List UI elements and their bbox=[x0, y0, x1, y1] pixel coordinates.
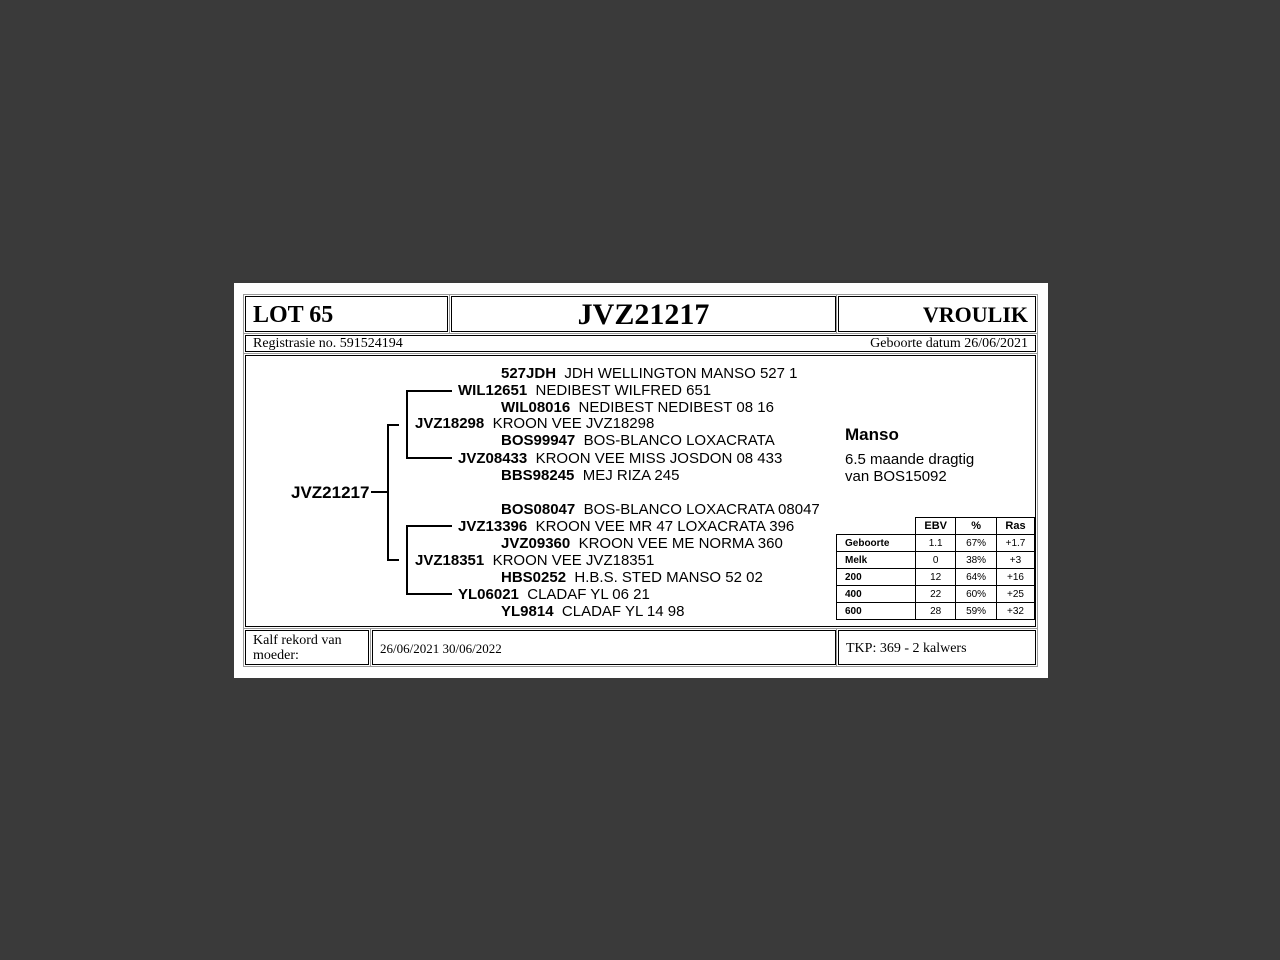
pedigree-panel bbox=[245, 355, 1036, 627]
ebv-accuracy: 67% bbox=[956, 535, 997, 552]
ebv-row bbox=[837, 535, 1035, 552]
tkp-value: TKP: 369 - 2 kalwers bbox=[846, 641, 967, 656]
lot-number: LOT 65 bbox=[253, 302, 334, 328]
ebv-accuracy: 60% bbox=[956, 586, 997, 603]
animal-sex: VROULIK bbox=[922, 302, 1028, 327]
registration-row bbox=[245, 335, 1036, 352]
ebv-row bbox=[837, 569, 1035, 586]
ebv-row-label: Geboorte bbox=[837, 535, 916, 552]
calf-record-label-cell bbox=[245, 630, 369, 665]
ancestor-dam-dam-dam: YL9814 CLADAF YL 14 98 bbox=[501, 603, 685, 620]
dam-connector bbox=[387, 559, 399, 561]
animal-id-cell bbox=[451, 296, 836, 332]
ebv-breed-avg: +3 bbox=[996, 552, 1034, 569]
ancestor-dam-sire-sire: BOS08047 BOS-BLANCO LOXACRATA 08047 bbox=[501, 501, 820, 518]
ebv-row-label: 200 bbox=[837, 569, 916, 586]
birth-date: Geboorte datum 26/06/2021 bbox=[870, 336, 1028, 351]
ancestor-dam-dam-sire: HBS0252 H.B.S. STED MANSO 52 02 bbox=[501, 569, 763, 586]
ancestor-dam: JVZ18351 KROON VEE JVZ18351 bbox=[415, 552, 655, 569]
lot-card bbox=[234, 283, 1048, 678]
ebv-row-label: 600 bbox=[837, 603, 916, 620]
ancestor-sire-sire-sire: 527JDH JDH WELLINGTON MANSO 527 1 bbox=[501, 365, 798, 382]
ebv-breed-avg: +32 bbox=[996, 603, 1034, 620]
ebv-breed-avg: +16 bbox=[996, 569, 1034, 586]
subject-connector bbox=[371, 491, 388, 493]
ebv-accuracy: 64% bbox=[956, 569, 997, 586]
ebv-header-ebv: EBV bbox=[916, 518, 956, 535]
ancestor-sire-dam-sire: BOS99947 BOS-BLANCO LOXACRATA bbox=[501, 432, 775, 449]
ancestor-dam-sire: JVZ13396 KROON VEE MR 47 LOXACRATA 396 bbox=[458, 518, 795, 535]
pedigree-subject: JVZ21217 bbox=[291, 483, 370, 502]
sire-sire-connector bbox=[406, 390, 452, 392]
ebv-table bbox=[836, 517, 1035, 620]
ebv-value: 0 bbox=[916, 552, 956, 569]
sire-dam-connector bbox=[406, 457, 452, 459]
pregnancy-status: 6.5 maande dragtig bbox=[845, 451, 975, 468]
ancestor-dam-sire-dam: JVZ09360 KROON VEE ME NORMA 360 bbox=[501, 535, 783, 552]
ebv-header-ras: Ras bbox=[996, 518, 1034, 535]
dam-sire-connector bbox=[406, 525, 452, 527]
pregnancy-sire: van BOS15092 bbox=[845, 468, 947, 485]
service-sire-name: Manso bbox=[845, 425, 899, 444]
sire-bracket bbox=[406, 390, 408, 458]
ebv-row-label: Melk bbox=[837, 552, 916, 569]
ebv-accuracy: 38% bbox=[956, 552, 997, 569]
ebv-header-blank bbox=[837, 518, 916, 535]
ebv-header-pct: % bbox=[956, 518, 997, 535]
ebv-accuracy: 59% bbox=[956, 603, 997, 620]
ebv-value: 22 bbox=[916, 586, 956, 603]
sire-connector bbox=[387, 424, 399, 426]
tkp-cell bbox=[838, 630, 1036, 665]
ancestor-sire-sire: WIL12651 NEDIBEST WILFRED 651 bbox=[458, 382, 712, 399]
ebv-breed-avg: +1.7 bbox=[996, 535, 1034, 552]
ebv-value: 28 bbox=[916, 603, 956, 620]
ebv-value: 1.1 bbox=[916, 535, 956, 552]
ebv-breed-avg: +25 bbox=[996, 586, 1034, 603]
ancestor-sire-dam: JVZ08433 KROON VEE MISS JOSDON 08 433 bbox=[458, 450, 783, 467]
ebv-row bbox=[837, 603, 1035, 620]
parents-bracket bbox=[387, 424, 389, 560]
ancestor-sire-dam-dam: BBS98245 MEJ RIZA 245 bbox=[501, 467, 680, 484]
ancestor-sire: JVZ18298 KROON VEE JVZ18298 bbox=[415, 415, 655, 432]
calf-record-dates: 26/06/2021 30/06/2022 bbox=[380, 641, 502, 656]
ancestor-sire-sire-dam: WIL08016 NEDIBEST NEDIBEST 08 16 bbox=[501, 399, 774, 416]
ebv-row bbox=[837, 586, 1035, 603]
animal-id: JVZ21217 bbox=[577, 298, 710, 331]
sex-cell bbox=[838, 296, 1036, 332]
dam-dam-connector bbox=[406, 593, 452, 595]
registration-number: Registrasie no. 591524194 bbox=[253, 336, 403, 351]
dam-bracket bbox=[406, 525, 408, 594]
ebv-value: 12 bbox=[916, 569, 956, 586]
calf-record-label: Kalf rekord van moeder: bbox=[253, 633, 342, 663]
ancestor-dam-dam: YL06021 CLADAF YL 06 21 bbox=[458, 586, 650, 603]
lot-cell bbox=[245, 296, 448, 332]
ebv-row bbox=[837, 552, 1035, 569]
ebv-header-row bbox=[837, 518, 1035, 535]
ebv-row-label: 400 bbox=[837, 586, 916, 603]
calf-record-dates-cell bbox=[372, 630, 836, 665]
